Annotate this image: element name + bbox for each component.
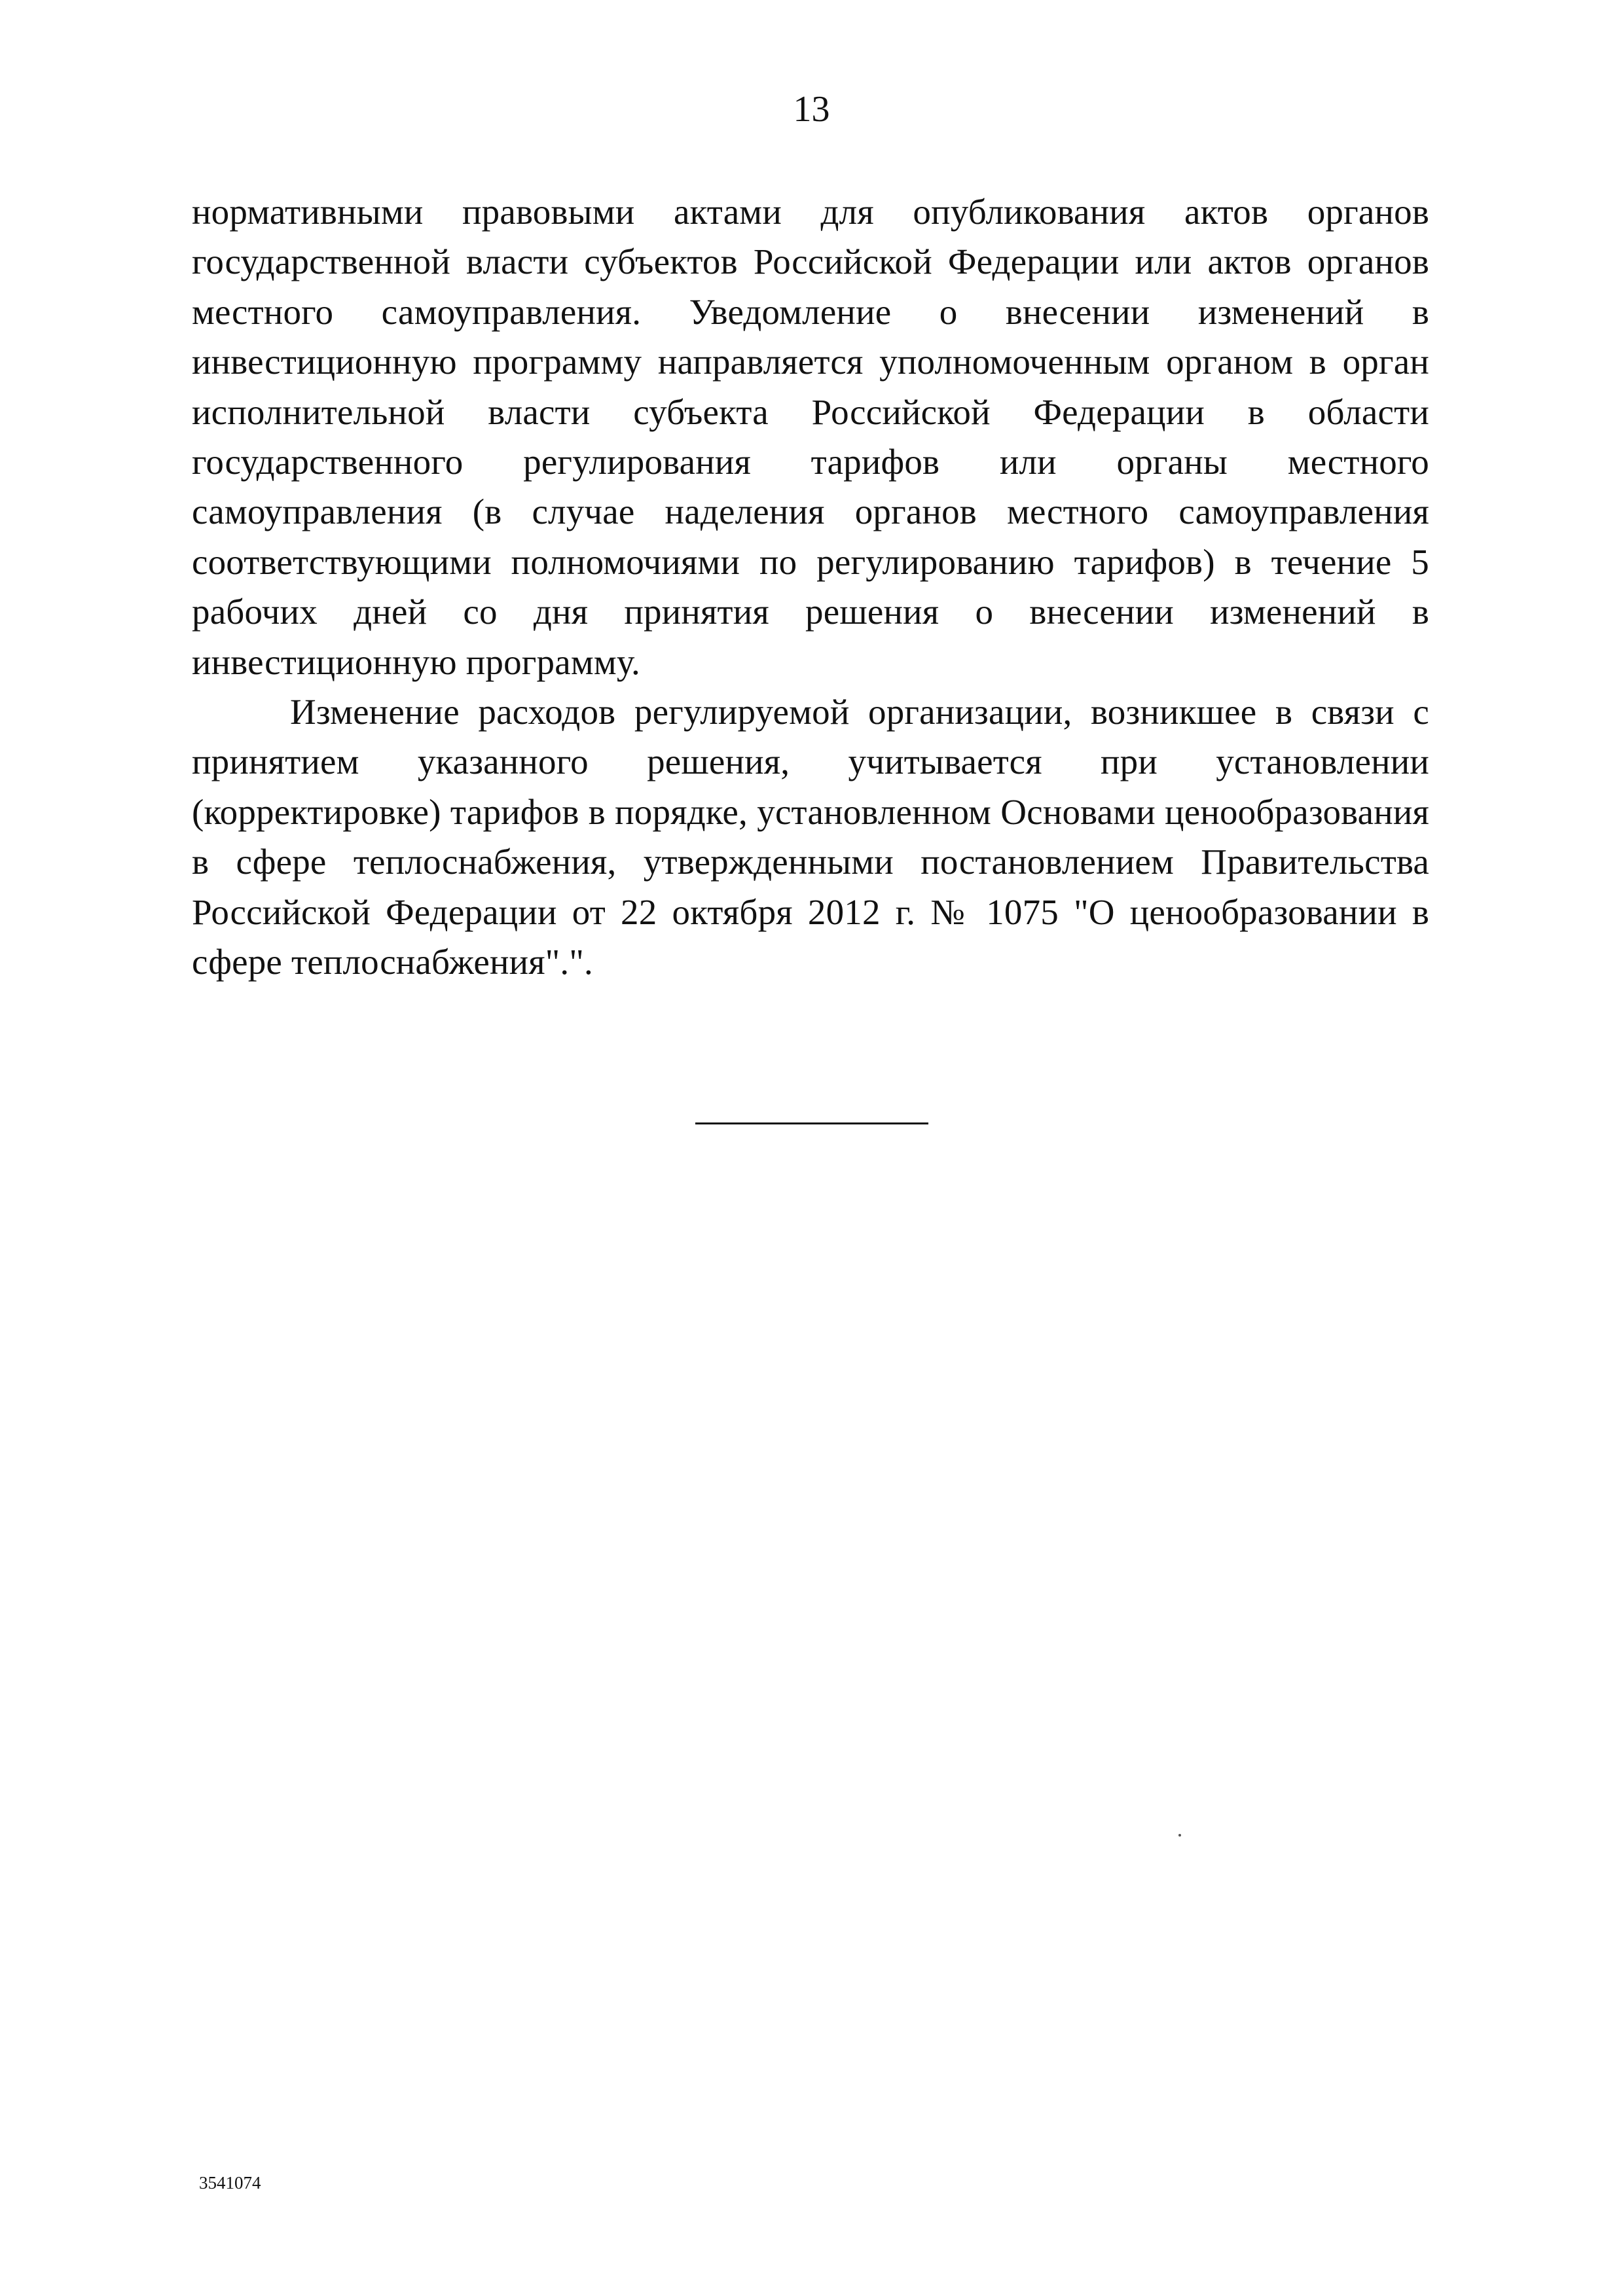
end-of-document-rule: [695, 1122, 928, 1124]
document-body: [192, 187, 1429, 988]
scan-speck: [1178, 1834, 1181, 1837]
paragraph-expense-change: Изменение расходов регулируемой организации, возникшее в связи с принятием указанного решения, учитывается при установлении (корректировке) тарифов в порядке, установленном Основами ценообразования в сфере теплоснабжения, утвержденными постановлением Правительства Российской Федерации от 22 октября 2012 г. № 1075 "О ценообразовании в сфере теплоснабжения".".: [192, 692, 1429, 982]
paragraph-continuation: нормативными правовыми актами для опубликования актов органов государственной власти субъектов Российской Федерации или актов органов местного самоуправления. Уведомление о внесении изменений в инвестиционную программу направляется уполномоченным органом в орган исполнительной власти субъекта Российской Федерации в области государственного регулирования тарифов или органы местного самоуправления (в случае наделения органов местного самоуправления соответствующими полномочиями по регулированию тарифов) в течение 5 рабочих дней со дня принятия решения о внесении изменений в инвестиционную программу.: [192, 192, 1429, 682]
page-number: 13: [793, 89, 830, 130]
document-code: 3541074: [199, 2173, 261, 2193]
